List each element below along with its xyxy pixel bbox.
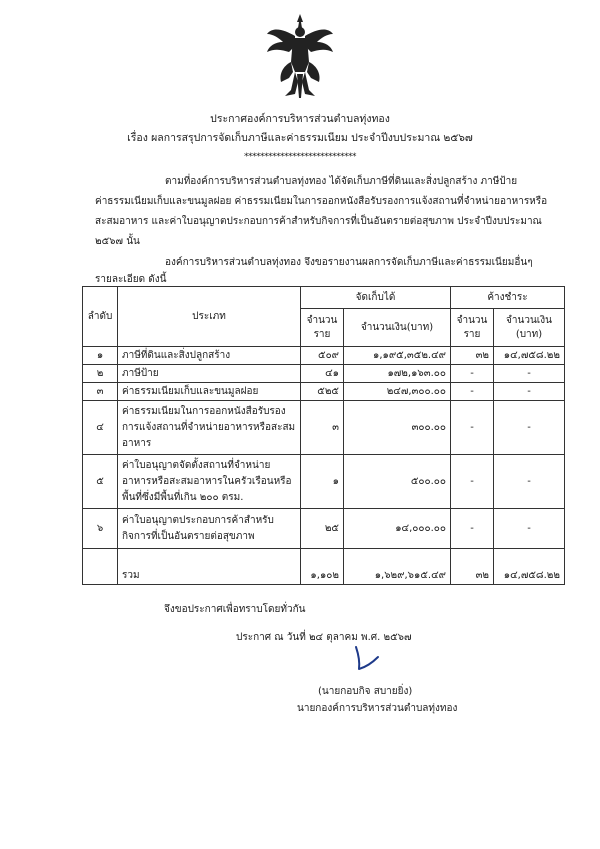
- paragraph-1-line-4: ๒๕๖๗ นั้น: [95, 236, 140, 247]
- total-outstanding-amount: ๑๔,๗๕๘.๒๒: [494, 549, 565, 585]
- row-type: ค่าใบอนุญาตจัดตั้งสถานที่จำหน่ายอาหารหรือสะสมอาหารในครัวเรือนหรือพื้นที่ซึ่งมีพื้นที่เกิน ๒๐๐ ตรม.: [118, 455, 301, 509]
- row-type: ค่าใบอนุญาตประกอบการค้าสำหรับกิจการที่เป็นอันตรายต่อสุขภาพ: [118, 509, 301, 549]
- row-type: ค่าธรรมเนียมในการออกหนังสือรับรองการแจ้งสถานที่จำหน่ายอาหารหรือสะสมอาหาร: [118, 401, 301, 455]
- header-outstanding: ค้างชำระ: [451, 287, 565, 309]
- row-outstanding-count: -: [451, 455, 494, 509]
- total-amount: ๑,๖๒๙,๖๑๕.๔๙: [344, 549, 451, 585]
- total-outstanding-count: ๓๒: [451, 549, 494, 585]
- row-outstanding-amount: -: [494, 365, 565, 383]
- row-outstanding-amount: -: [494, 383, 565, 401]
- header-outstanding-count: จำนวนราย: [451, 309, 494, 347]
- announcement-org: ประกาศองค์การบริหารส่วนตำบลทุ่งทอง: [210, 113, 390, 125]
- table-row: [83, 383, 565, 401]
- garuda-emblem: [265, 12, 335, 100]
- row-no: ๒: [83, 365, 118, 383]
- row-outstanding-amount: -: [494, 509, 565, 549]
- header-type: ประเภท: [118, 287, 301, 347]
- tax-summary-table: [82, 286, 565, 585]
- header-collected: จัดเก็บได้: [301, 287, 451, 309]
- row-type: ภาษีที่ดินและสิ่งปลูกสร้าง: [118, 347, 301, 365]
- announcement-date: ประกาศ ณ วันที่ ๒๔ ตุลาคม พ.ศ. ๒๕๖๗: [236, 632, 412, 643]
- row-outstanding-count: -: [451, 401, 494, 455]
- row-amount: ๑๗๒,๑๖๓.๐๐: [344, 365, 451, 383]
- row-outstanding-count: ๓๒: [451, 347, 494, 365]
- signer-name: (นายกอบกิจ สบายยิ่ง): [318, 686, 413, 697]
- row-amount: ๒๔๗,๓๐๐.๐๐: [344, 383, 451, 401]
- row-outstanding-amount: -: [494, 455, 565, 509]
- row-count: ๑: [301, 455, 344, 509]
- total-count: ๑,๑๐๒: [301, 549, 344, 585]
- table-total-row: [83, 549, 565, 585]
- row-no: ๓: [83, 383, 118, 401]
- row-count: ๕๐๙: [301, 347, 344, 365]
- announce-line: จึงขอประกาศเพื่อทราบโดยทั่วกัน: [164, 604, 306, 615]
- announcement-subject: เรื่อง ผลการสรุปการจัดเก็บภาษีและค่าธรรมเนียม ประจำปีงบประมาณ ๒๕๖๗: [127, 132, 473, 144]
- table-row: [83, 509, 565, 549]
- row-outstanding-amount: ๑๔,๗๕๘.๒๒: [494, 347, 565, 365]
- row-type: ภาษีป้าย: [118, 365, 301, 383]
- row-no: ๖: [83, 509, 118, 549]
- header-count: จำนวนราย: [301, 309, 344, 347]
- row-outstanding-count: -: [451, 383, 494, 401]
- row-amount: ๑,๑๙๕,๓๕๒.๔๙: [344, 347, 451, 365]
- row-amount: ๑๔,๐๐๐.๐๐: [344, 509, 451, 549]
- row-count: ๒๕: [301, 509, 344, 549]
- row-no: ๑: [83, 347, 118, 365]
- row-count: ๕๒๕: [301, 383, 344, 401]
- row-outstanding-count: -: [451, 509, 494, 549]
- star-divider: ****************************: [244, 152, 356, 162]
- paragraph-1-line-3: สะสมอาหาร และค่าใบอนุญาตประกอบการค้าสำหรับกิจการที่เป็นอันตรายต่อสุขภาพ ประจำปีงบประมาณ: [95, 216, 542, 227]
- row-amount: ๕๐๐.๐๐: [344, 455, 451, 509]
- paragraph-1-line-1: ตามที่องค์การบริหารส่วนตำบลทุ่งทอง ได้จัดเก็บภาษีที่ดินและสิ่งปลูกสร้าง ภาษีป้าย: [165, 176, 518, 187]
- row-outstanding-amount: -: [494, 401, 565, 455]
- paragraph-2-line-2: รายละเอียด ดังนี้: [95, 274, 167, 285]
- header-outstanding-amount: จำนวนเงิน (บาท): [494, 309, 565, 347]
- row-type: ค่าธรรมเนียมเก็บและขนมูลฝอย: [118, 383, 301, 401]
- table-row: [83, 365, 565, 383]
- signature: [344, 645, 384, 675]
- table-row: [83, 401, 565, 455]
- signer-position: นายกองค์การบริหารส่วนตำบลทุ่งทอง: [297, 703, 458, 714]
- row-no: ๕: [83, 455, 118, 509]
- row-count: ๓: [301, 401, 344, 455]
- table-row: [83, 347, 565, 365]
- total-label: รวม: [118, 549, 301, 585]
- paragraph-1-line-2: ค่าธรรมเนียมเก็บและขนมูลฝอย ค่าธรรมเนียมในการออกหนังสือรับรองการแจ้งสถานที่จำหน่ายอาหารหรือ: [95, 196, 548, 207]
- row-no: ๔: [83, 401, 118, 455]
- table-row: [83, 455, 565, 509]
- paragraph-2-line-1: องค์การบริหารส่วนตำบลทุ่งทอง จึงขอรายงานผลการจัดเก็บภาษีและค่าธรรมเนียมอื่นๆ: [165, 257, 533, 268]
- row-amount: ๓๐๐.๐๐: [344, 401, 451, 455]
- header-no: ลำดับ: [83, 287, 118, 347]
- row-count: ๔๑: [301, 365, 344, 383]
- header-amount: จำนวนเงิน(บาท): [344, 309, 451, 347]
- row-outstanding-count: -: [451, 365, 494, 383]
